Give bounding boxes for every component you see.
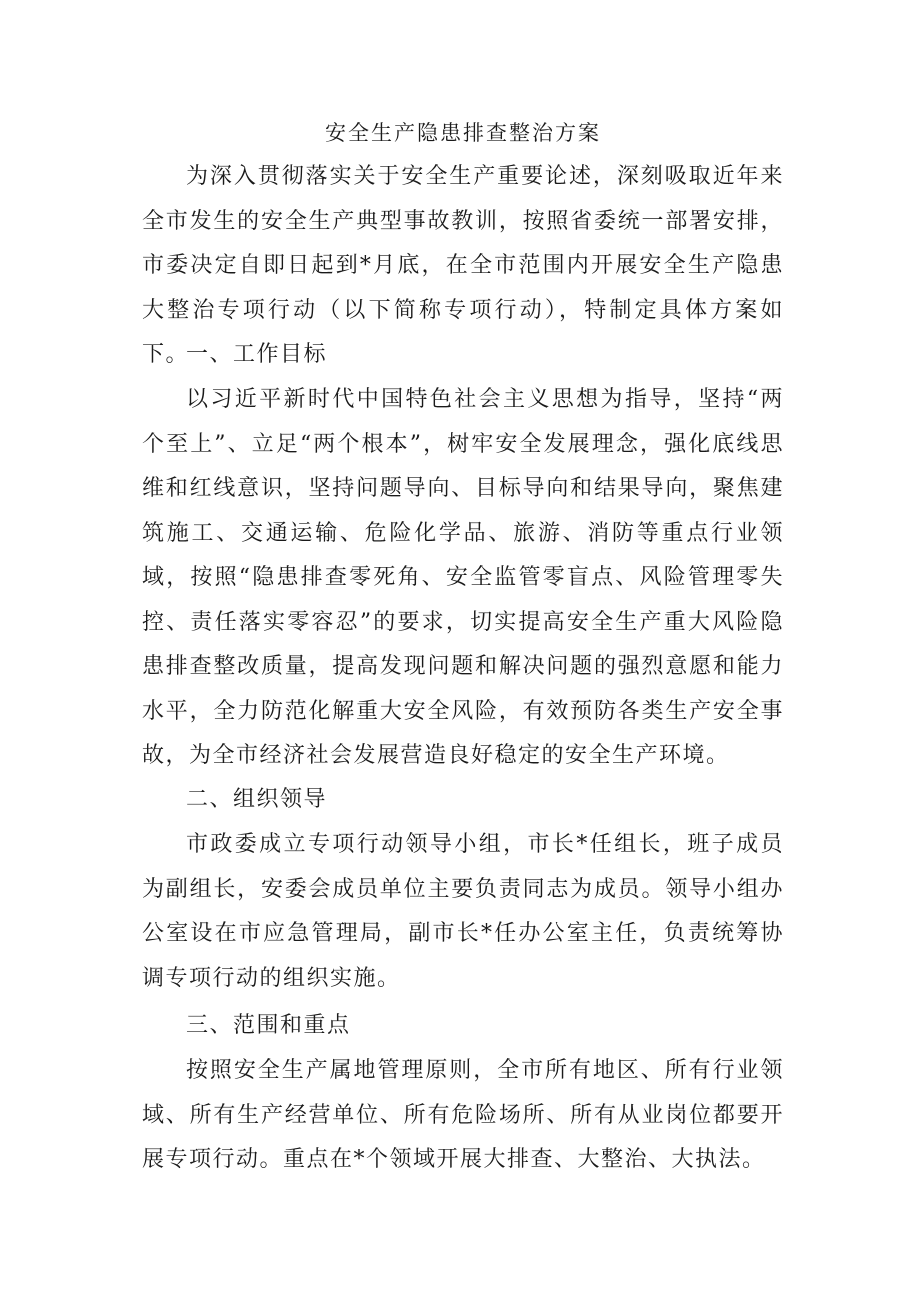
section-body-organization: 市政委成立专项行动领导小组，市长*任组长，班子成员为副组长，安委会成员单位主要负责同志为成员。领导小组办公室设在市应急管理局，副市长*任办公室主任，负责统筹协调专项行动的组织实施。 [142, 832, 784, 991]
intro-paragraph: 为深入贯彻落实关于安全生产重要论述，深刻吸取近年来全市发生的安全生产典型事故教训，按照省委统一部署安排，市委决定自即日起到*月底，在全市范围内开展安全生产隐患大整治专项行动（以下简称专项行动），特制定具体方案如下。 [142, 164, 784, 367]
section-heading-goals: 一、工作目标 [186, 342, 328, 367]
section-heading-scope: 三、范围和重点 [186, 1013, 351, 1038]
document-title: 安全生产隐患排查整治方案 [325, 121, 601, 145]
section-body-goals: 以习近平新时代中国特色社会主义思想为指导，坚持“两个至上”、立足“两个根本”，树牢安全发展理念，强化底线思维和红线意识，坚持问题导向、目标导向和结果导向，聚焦建筑施工、交通运输、危险化学品、旅游、消防等重点行业领域，按照“隐患排查零死角、安全监管零盲点、风险管理零失控、责任落实零容忍”的要求，切实提高安全生产重大风险隐患排查整改质量，提高发现问题和解决问题的强烈意愿和能力水平，全力防范化解重大安全风险，有效预防各类生产安全事故，为全市经济社会发展营造良好稳定的安全生产环境。 [142, 387, 784, 768]
section-body-scope: 按照安全生产属地管理原则，全市所有地区、所有行业领域、所有生产经营单位、所有危险场所、所有从业岗位都要开展专项行动。重点在*个领域开展大排查、大整治、大执法。 [142, 1058, 784, 1172]
section-heading-organization: 二、组织领导 [186, 787, 328, 812]
